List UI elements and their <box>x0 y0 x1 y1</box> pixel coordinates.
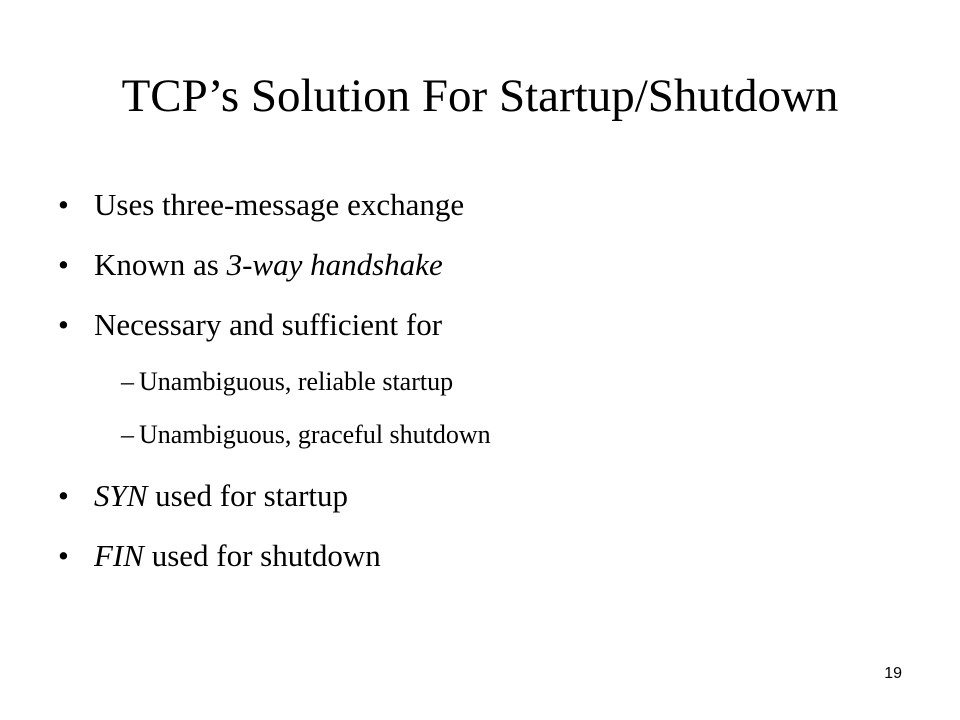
bullet-item-three-way-handshake <box>58 245 443 285</box>
bullet-text-suffix: used for shutdown <box>143 538 381 573</box>
bullet-icon: • <box>58 307 69 342</box>
bullet-icon: • <box>58 247 69 282</box>
bullet-text: Necessary and sufficient for <box>94 307 443 342</box>
dash-icon: – <box>121 420 134 449</box>
bullet-icon: • <box>58 538 69 573</box>
bullet-icon: • <box>58 187 69 222</box>
bullet-text: Uses three-message exchange <box>94 187 465 222</box>
page-number: 19 <box>884 665 902 682</box>
sub-bullet-item-reliable-startup <box>121 365 453 399</box>
slide-title: TCP’s Solution For Startup/Shutdown <box>121 70 839 122</box>
dash-icon: – <box>121 367 134 396</box>
sub-bullet-item-graceful-shutdown <box>121 418 491 452</box>
bullet-text-suffix: used for startup <box>147 478 349 513</box>
bullet-emphasis: SYN <box>94 478 148 513</box>
sub-bullet-text: Unambiguous, reliable startup <box>139 367 454 396</box>
bullet-item-syn-startup <box>58 476 348 516</box>
sub-bullet-text: Unambiguous, graceful shutdown <box>139 420 491 449</box>
bullet-item-fin-shutdown <box>58 536 381 576</box>
bullet-icon: • <box>58 478 69 513</box>
bullet-item-necessary-sufficient <box>58 305 442 345</box>
bullet-emphasis: FIN <box>94 538 144 573</box>
bullet-text-prefix: Known as <box>94 247 227 282</box>
bullet-emphasis: 3-way handshake <box>226 247 443 282</box>
bullet-item-three-message-exchange <box>58 185 464 225</box>
